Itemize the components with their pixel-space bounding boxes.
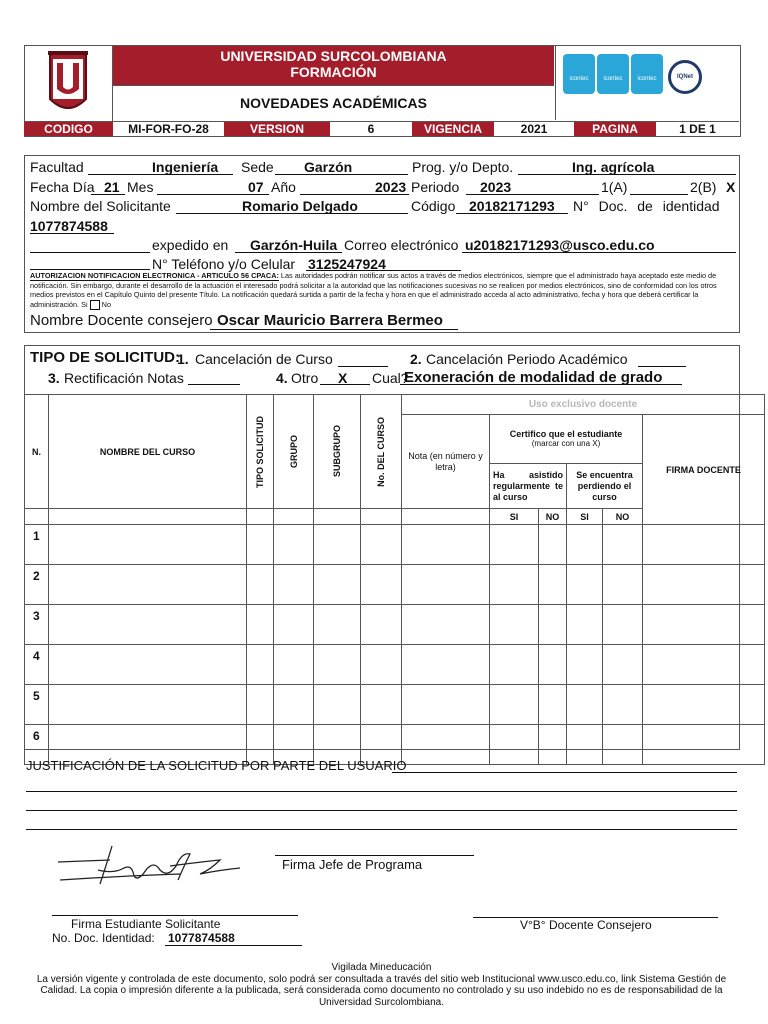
justificacion-label: JUSTIFICACIÓN DE LA SOLICITUD POR PARTE DEL USUARIO — [26, 758, 407, 773]
facultad-field[interactable]: Ingeniería — [152, 159, 219, 175]
mes-label: Mes — [127, 179, 154, 195]
cert-icon: icontec — [563, 54, 595, 94]
opt3-label: Rectificación Notas — [64, 370, 184, 386]
opt4-num: 4. — [276, 370, 288, 386]
no-header: NO — [539, 509, 567, 525]
course-name-cell[interactable] — [49, 565, 247, 605]
col-nombre-header: NOMBRE DEL CURSO — [49, 395, 247, 509]
header-title-block — [113, 46, 554, 85]
opt1-label: Cancelación de Curso — [195, 351, 333, 367]
opt1-num: 1. — [177, 351, 189, 367]
expedido-field[interactable]: Garzón-Huila — [250, 237, 338, 253]
justificacion-line[interactable] — [26, 791, 737, 792]
row-number: 6 — [25, 725, 49, 765]
university-name: UNIVERSIDAD SURCOLOMBIANA — [220, 48, 447, 64]
cert-icon: icontec — [597, 54, 629, 94]
table-row — [25, 645, 765, 685]
certifico-label: Certifico que el estudiante — [509, 429, 623, 439]
telefono-field[interactable]: 3125247924 — [308, 256, 386, 272]
footer-vigilada: Vigilada Mineducación — [331, 962, 432, 973]
periodo-label: Periodo — [411, 179, 460, 195]
course-name-cell[interactable] — [49, 645, 247, 685]
certification-logos — [555, 46, 740, 120]
version-label: VERSION — [224, 122, 330, 136]
prog-label: Prog. y/o Depto. — [412, 159, 514, 175]
svg-text:S: S — [65, 74, 71, 85]
anio-label: Año — [271, 179, 296, 195]
authorization-notice — [30, 271, 734, 310]
row-number: 2 — [25, 565, 49, 605]
firma-docente-header: FIRMA DOCENTE — [643, 415, 765, 525]
firma-estudiante-label: Firma Estudiante Solicitante — [71, 917, 221, 931]
pagina-label: PAGINA — [574, 122, 656, 136]
course-name-cell[interactable] — [49, 525, 247, 565]
periodo-field[interactable]: 2023 — [480, 179, 512, 195]
authorization-text: Las autoridades podrán notificar sus actos a través de medios electrónicos, siempre que el administrado haya aceptado este medio de notificación. Sin embargo, durante el desarrollo de la actuación el interesado podrá solicitar a la autoridad que las notificaciones sucesivas no se realicen por medios electrónicos, sino de conformidad con los otros medios previstos en el Capítulo Quinto del presente Título. La notificación quedará surtida a partir de la fecha y hora en que el administrado acceda al acto administrativo, fecha y hora que deberá certificar la administración. — [30, 271, 717, 309]
periodo-b-label: 2(B) — [690, 179, 717, 195]
vobo-docente-label: V°B° Docente Consejero — [520, 918, 652, 932]
opt2-label: Cancelación Periodo Académico — [426, 351, 628, 367]
doc-label: N° Doc. de identidad — [573, 198, 720, 214]
correo-label: Correo electrónico — [344, 237, 459, 253]
cual-label: Cual? — [372, 370, 409, 386]
version-value: 6 — [367, 122, 375, 136]
codigo-student-label: Código — [411, 198, 456, 214]
docente-label: Nombre Docente consejero — [30, 312, 213, 329]
table-row — [25, 565, 765, 605]
sede-field[interactable]: Garzón — [304, 159, 353, 175]
col-no-curso-header: No. DEL CURSO — [376, 416, 386, 487]
doc-identidad-value[interactable]: 1077874588 — [168, 931, 235, 945]
table-row — [25, 605, 765, 645]
telefono-label: N° Teléfono y/o Celular — [152, 256, 296, 272]
dia-field[interactable]: 21 — [104, 179, 120, 195]
tipo-label: TIPO DE SOLICITUD: — [30, 349, 180, 366]
facultad-label: Facultad — [30, 159, 84, 175]
col-n-header: N. — [25, 395, 49, 509]
course-name-cell[interactable] — [49, 605, 247, 645]
perdiendo-header: Se encuentra perdiendo el curso — [567, 464, 643, 509]
vigencia-value: 2021 — [520, 122, 548, 136]
docente-field[interactable]: Oscar Mauricio Barrera Bermeo — [217, 312, 443, 329]
codigo-student-field[interactable]: 20182171293 — [469, 198, 555, 214]
row-number: 4 — [25, 645, 49, 685]
anio-field[interactable]: 2023 — [375, 179, 407, 195]
university-logo — [24, 45, 113, 121]
opt4-mark[interactable]: X — [338, 370, 348, 386]
opt3-num: 3. — [48, 370, 60, 386]
row-number: 5 — [25, 685, 49, 725]
no-header: NO — [603, 509, 643, 525]
vigencia-label: VIGENCIA — [412, 122, 494, 136]
col-tipo-header: TIPO SOLICITUD — [255, 415, 265, 488]
table-row — [25, 525, 765, 565]
si-header: SI — [490, 509, 539, 525]
unit-name: FORMACIÓN — [290, 64, 377, 80]
course-name-cell[interactable] — [49, 685, 247, 725]
opt4-label: Otro — [291, 370, 319, 386]
expedido-label: expedido en — [152, 237, 229, 253]
row-number: 1 — [25, 525, 49, 565]
correo-field[interactable]: u20182171293@usco.edu.co — [465, 237, 655, 253]
periodo-mark[interactable]: X — [726, 179, 736, 195]
codigo-label: CODIGO — [24, 122, 113, 136]
table-row — [25, 685, 765, 725]
periodo-a-label: 1(A) — [601, 179, 628, 195]
ha-asistido-header: Ha asistido regularmente te al curso — [490, 464, 567, 509]
authorization-title: AUTORIZACION NOTIFICACION ELECTRONICA - ARTICULO 56 CPACA: — [30, 271, 279, 280]
prog-field[interactable]: Ing. agrícola — [572, 159, 655, 175]
justificacion-line[interactable] — [392, 772, 737, 773]
col-grupo-header: GRUPO — [288, 434, 299, 468]
firma-jefe-label: Firma Jefe de Programa — [282, 857, 423, 872]
fecha-label: Fecha Día — [30, 179, 95, 195]
meta-row — [24, 121, 739, 136]
document-title: NOVEDADES ACADÉMICAS — [113, 85, 554, 121]
si-header: SI — [567, 509, 603, 525]
col-subgrupo-header: SUBGRUPO — [332, 425, 342, 478]
si-checkbox[interactable] — [90, 300, 100, 310]
uso-docente-header: Uso exclusivo docente — [402, 395, 765, 415]
no-label: No — [101, 299, 111, 309]
mes-field[interactable]: 07 — [248, 179, 264, 195]
iqnet-icon: IQNet — [668, 60, 702, 94]
student-signature — [50, 840, 250, 900]
certifico-sub: (marcar con una X) — [531, 439, 601, 448]
justificacion-line[interactable] — [26, 810, 737, 811]
doc-field[interactable]: 1077874588 — [30, 218, 108, 234]
row-number: 3 — [25, 605, 49, 645]
justificacion-line[interactable] — [26, 829, 737, 830]
si-label: Si — [81, 299, 88, 309]
certifico-header — [490, 415, 643, 464]
footer — [24, 962, 739, 1008]
courses-table — [24, 394, 765, 765]
opt2-num: 2. — [410, 351, 422, 367]
footer-notice: La versión vigente y controlada de este documento, solo podrá ser consultada a través del sitio web Institucional www.usco.edu.co, link Sistema Gestión de Calidad. La copia o impresión diferente a la publicada, será considerada como documento no controlado y su uso indebido no es de responsabilidad de la Universidad Surcolombiana. — [36, 973, 727, 1008]
cert-icon: icontec — [631, 54, 663, 94]
col-nota-header: Nota (en número y letra) — [402, 415, 490, 509]
doc-identidad-label: No. Doc. Identidad: — [52, 931, 155, 945]
nombre-label: Nombre del Solicitante — [30, 198, 171, 214]
sede-label: Sede — [241, 159, 274, 175]
cual-field[interactable]: Exoneración de modalidad de grado — [404, 369, 663, 386]
nombre-field[interactable]: Romario Delgado — [242, 198, 358, 214]
pagina-value: 1 DE 1 — [679, 122, 716, 136]
codigo-value: MI-FOR-FO-28 — [128, 122, 209, 136]
